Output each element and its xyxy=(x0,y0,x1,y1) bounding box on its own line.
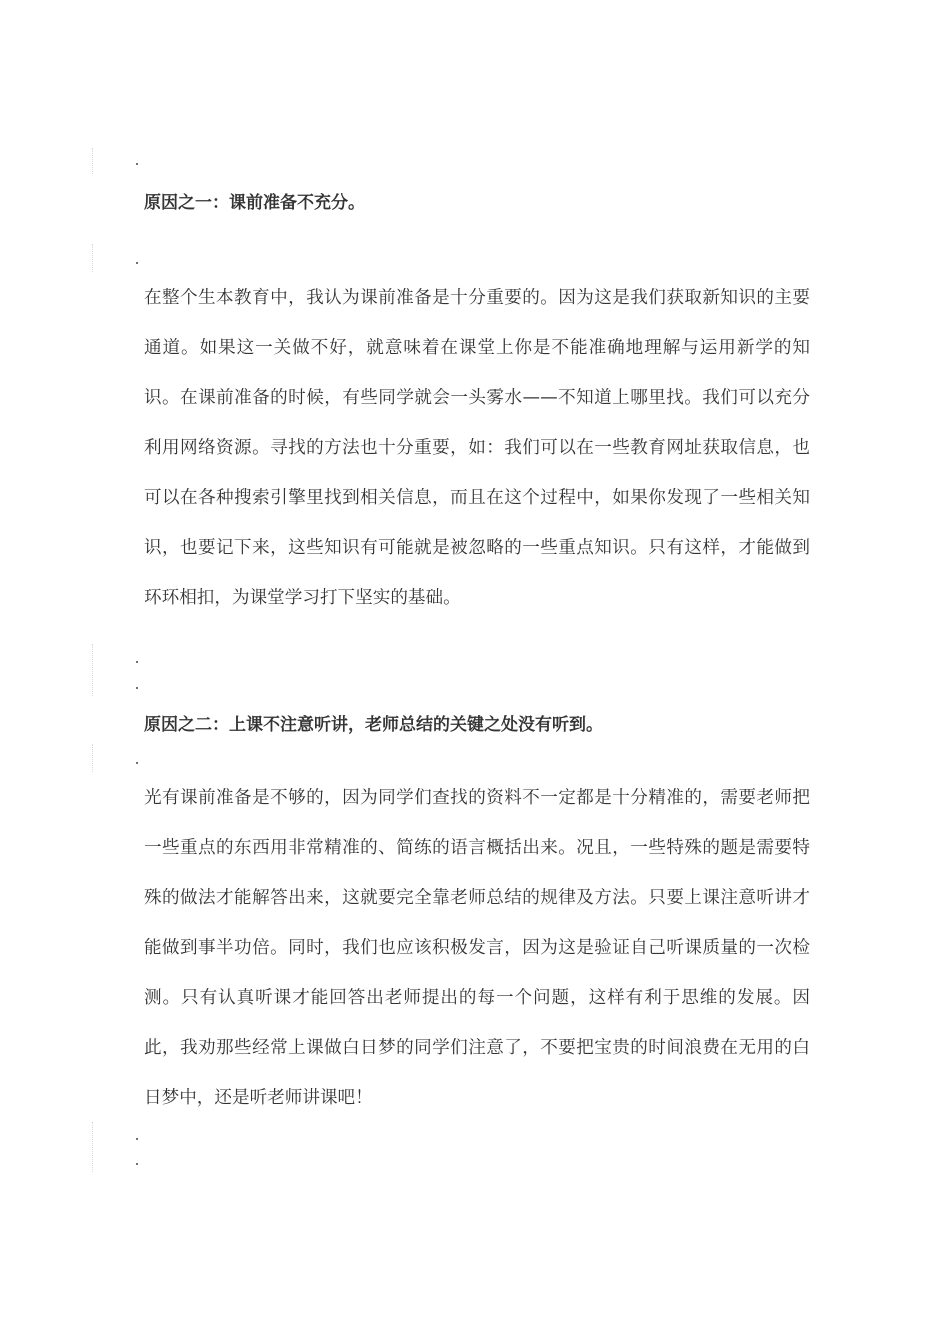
empty-paragraph-marker xyxy=(136,163,138,165)
margin-mark xyxy=(92,244,93,272)
margin-mark xyxy=(92,644,93,696)
empty-paragraph-marker xyxy=(136,1163,138,1165)
section-paragraph: 在整个生本教育中，我认为课前准备是十分重要的。因为这是我们获取新知识的主要通道。如果这一关做不好，就意味着在课堂上你是不能准确地理解与运用新学的知识。在课前准备的时候，有些同学就会一头雾水——不知道上哪里找。我们可以充分利用网络资源。寻找的方法也十分重要，如：我们可以在一些教育网址获取信息，也可以在各种搜索引擎里找到相关信息，而且在这个过程中，如果你发现了一些相关知识，也要记下来，这些知识有可能就是被忽略的一些重点知识。只有这样，才能做到环环相扣，为课堂学习打下坚实的基础。 xyxy=(144,288,810,608)
empty-paragraph-marker xyxy=(136,762,138,764)
section-heading: 原因之二：上课不注意听讲，老师总结的关键之处没有听到。 xyxy=(144,715,603,735)
margin-mark xyxy=(92,148,93,174)
empty-paragraph-marker xyxy=(136,1138,138,1140)
empty-paragraph-marker xyxy=(136,661,138,663)
margin-mark xyxy=(92,1122,93,1172)
section-paragraph: 光有课前准备是不够的，因为同学们查找的资料不一定都是十分精准的，需要老师把一些重点的东西用非常精准的、简练的语言概括出来。况且，一些特殊的题是需要特殊的做法才能解答出来，这就要完全靠老师总结的规律及方法。只要上课注意听讲才能做到事半功倍。同时，我们也应该积极发言，因为这是验证自己听课质量的一次检测。只有认真听课才能回答出老师提出的每一个问题，这样有利于思维的发展。因此，我劝那些经常上课做白日梦的同学们注意了，不要把宝贵的时间浪费在无用的白日梦中，还是听老师讲课吧！ xyxy=(144,788,810,1108)
empty-paragraph-marker xyxy=(136,687,138,689)
empty-paragraph-marker xyxy=(136,262,138,264)
margin-mark xyxy=(92,744,93,772)
section-heading: 原因之一：课前准备不充分。 xyxy=(144,193,365,213)
